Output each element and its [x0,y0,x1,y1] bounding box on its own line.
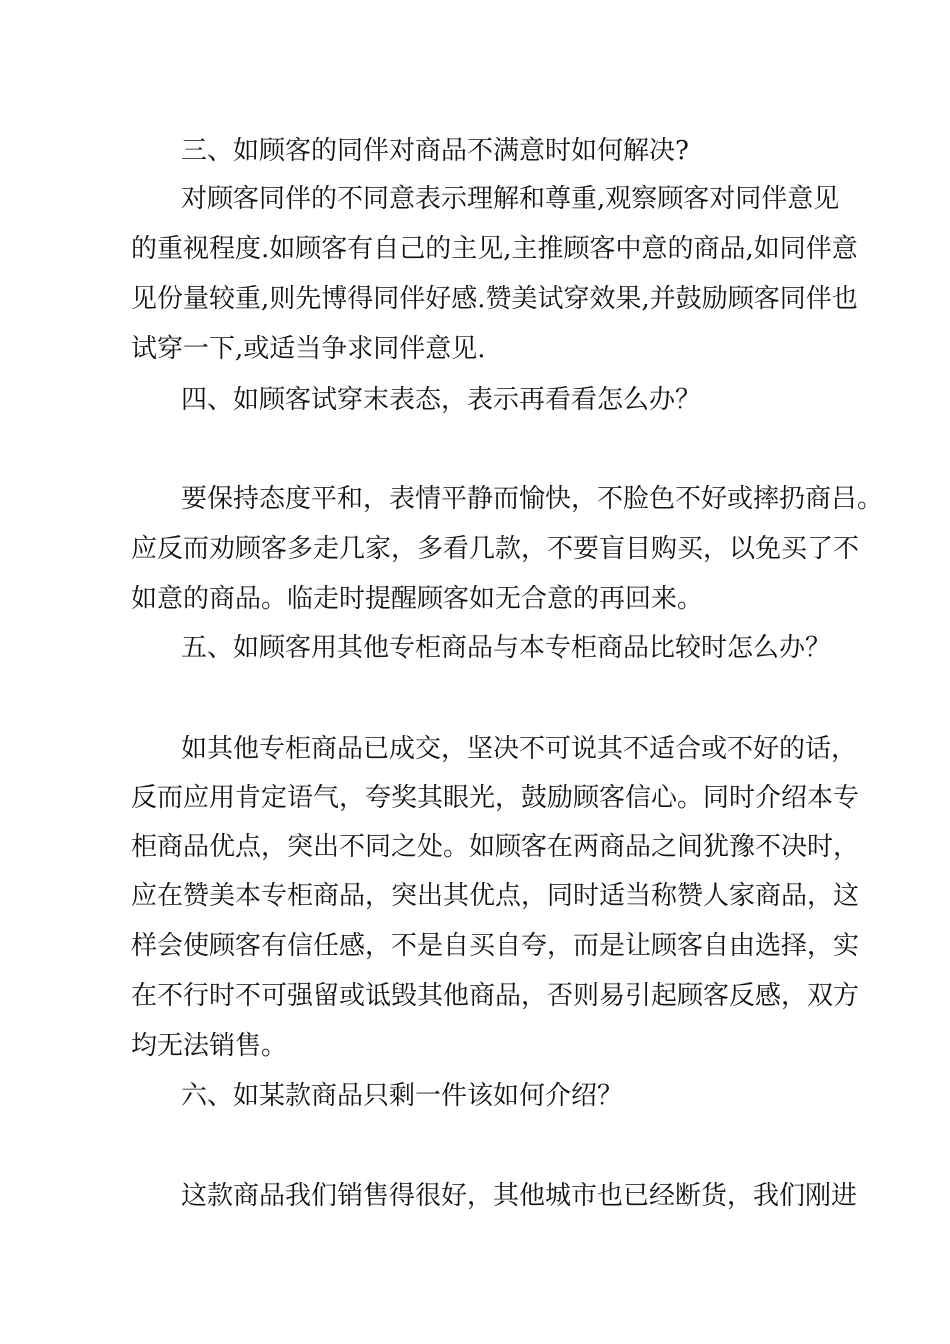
paragraph-line: 试穿一下,或适当争求同伴意见. [131,334,486,364]
paragraph-line: 要保持态度平和，表情平静而愉快，不脸色不好或摔扔商吕。 [181,484,884,514]
paragraph-line: 如意的商品。临走时提醒顾客如无合意的再回来。 [131,584,704,614]
paragraph-line: 应反而劝顾客多走几家，多看几款，不要盲目购买，以免买了不 [131,534,860,564]
section-heading-4: 四、如顾客试穿末表态，表示再看看怎么办？ [181,385,702,415]
paragraph-line: 如其他专柜商品已成交，坚决不可说其不适合或不好的话， [181,734,858,764]
paragraph-line: 对顾客同伴的不同意表示理解和尊重,观察顾客对同伴意见 [181,184,840,214]
paragraph-line: 这款商品我们销售得很好，其他城市也已经断货，我们刚进 [181,1181,858,1211]
paragraph-line: 的重视程度.如顾客有自己的主见,主推顾客中意的商品,如同伴意 [131,234,858,264]
paragraph-line: 样会使顾客有信任感，不是自买自夸，而是让顾客自由选择，实 [131,931,860,961]
section-heading-6: 六、如某款商品只剩一件该如何介绍？ [181,1081,624,1111]
section-heading-5: 五、如顾客用其他专柜商品与本专柜商品比较时怎么办？ [181,633,832,663]
paragraph-line: 应在赞美本专柜商品，突出其优点，同时适当称赞人家商品，这 [131,881,860,911]
paragraph-line: 在不行时不可强留或诋毁其他商品，否则易引起顾客反感，双方 [131,981,860,1011]
paragraph-line: 柜商品优点，突出不同之处。如顾客在两商品之间犹豫不决时， [131,832,860,862]
paragraph-line: 均无法销售。 [131,1031,288,1061]
section-heading-3: 三、如顾客的同伴对商品不满意时如何解决? [181,136,689,166]
paragraph-line: 见份量较重,则先博得同伴好感.赞美试穿效果,并鼓励顾客同伴也 [131,284,858,314]
paragraph-line: 反而应用肯定语气，夸奖其眼光，鼓励顾客信心。同时介绍本专 [131,783,860,813]
